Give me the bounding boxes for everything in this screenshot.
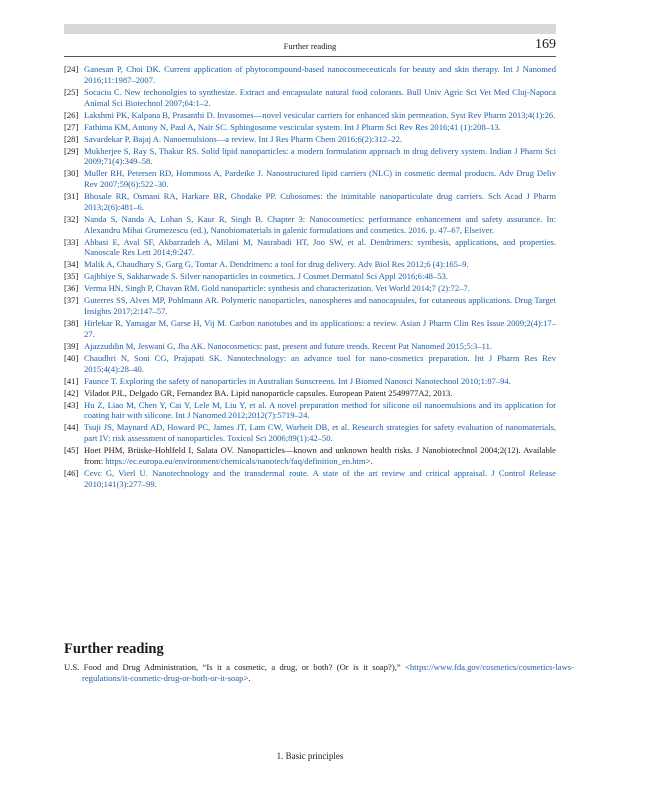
reference-link[interactable]: Malik A, Chaudhary S, Garg G, Tomar A. Dendrimers: a tool for drug delivery. Adv Biol Res 2012;6 (4):165–9. bbox=[84, 259, 469, 270]
reference-item bbox=[64, 122, 556, 133]
reference-link[interactable]: Socaciu C. New techonolgies to synthesize. Extract and encapsulate natural food colorants. Bull Univ Agric Sci Vet Med Cluj-Napoca Animal Sci Biotechnol 2007;64:1–2. bbox=[84, 86, 556, 108]
reference-link[interactable]: Faunce T. Exploring the safety of nanoparticles in Australian Sunscreens. Int J Biomed Nanosci Nanotechnol 2010;1:87–94. bbox=[84, 375, 511, 386]
reference-link[interactable]: Bhosale RR, Osmani RA, Harkare BR, Ghodake PP. Cubosomes: the inimitable nanoparticulate drug carriers. Sch Acad J Pharm 2013;2(6):481–6. bbox=[84, 191, 556, 212]
further-reading-suffix: >. bbox=[243, 673, 251, 683]
reference-link[interactable]: Ajazzuddin M, Jeswani G, Jha AK. Nanocosmetics: past, present and future trends. Recent Pat Nanomed 2015;5:3–11. bbox=[84, 340, 493, 351]
reference-number: [27] bbox=[64, 121, 79, 132]
reference-number: [40] bbox=[64, 352, 79, 363]
reference-link[interactable]: Tsuji JS, Maynard AD, Howard PC, James JT, Lam CW, Warheit DB, et al. Research strategies for safety evaluation of nanomaterials, part IV: risk assessment of nanoparticles. Toxicol Sci 2006;89(1):42–50. bbox=[84, 422, 556, 444]
running-title: Further reading bbox=[283, 41, 337, 51]
reference-number: [39] bbox=[64, 340, 79, 351]
reference-link[interactable]: Cevc G, Vierl U. Nanotechnology and the transdermal route. A state of the art review and critical appraisal. J Control Release 2010;141(3):277–99. bbox=[84, 468, 556, 489]
reference-number: [41] bbox=[64, 375, 79, 386]
reference-suffix: >. bbox=[365, 456, 373, 467]
reference-item bbox=[64, 237, 556, 259]
reference-item bbox=[64, 353, 556, 375]
reference-link[interactable]: Nanda S, Nanda A, Lohan S, Kaur R, Singh B. Chapter 3: Nanocosmetics: performance enhancement and safety assurance. In: Alexandru Mihai Grumezescu (ed.), Nanobiomaterials in galenic formulations and cosmetics. 2016. p. 47–67, Elseiver. bbox=[84, 213, 556, 235]
reference-link[interactable]: Muller RH, Petersen RD, Hommoss A, Pardeike J. Nanostructured lipid carriers (NLC) in cosmetic dermal products. Adv Drug Deliv Rev 2007;59(6):522–30. bbox=[84, 168, 556, 190]
reference-item bbox=[64, 283, 556, 294]
reference-number: [43] bbox=[64, 399, 79, 410]
reference-number: [35] bbox=[64, 271, 79, 282]
header-rule bbox=[64, 56, 556, 57]
reference-number: [25] bbox=[64, 86, 79, 97]
reference-item bbox=[64, 134, 556, 145]
page-number: 169 bbox=[535, 37, 556, 52]
reference-item bbox=[64, 110, 556, 121]
reference-number: [42] bbox=[64, 387, 79, 398]
footer-section: 1. Basic principles bbox=[276, 751, 344, 761]
reference-item bbox=[64, 191, 556, 213]
reference-number: [33] bbox=[64, 236, 79, 247]
reference-link[interactable]: Ganesan P, Choi DK. Current application of phytocompound-based nanocosmeceuticals for beauty and skin therapy. Int J Nanomed 2016;11:1987–2007. bbox=[84, 64, 556, 85]
reference-number: [36] bbox=[64, 283, 79, 294]
further-reading-heading: Further reading bbox=[64, 641, 164, 657]
reference-item bbox=[64, 146, 556, 168]
reference-number: [29] bbox=[64, 145, 79, 156]
reference-text: Viladot PJL, Delgado GR, Fernandez BA. Lipid nanoparticle capsules. European Patent 2549977A2, 2013. bbox=[84, 387, 453, 398]
reference-list bbox=[64, 64, 556, 491]
further-reading-text: U.S. Food and Drug Administration, “Is it a cosmetic, a drug, or both? (Or is it soap?),” < bbox=[64, 662, 410, 672]
reference-item bbox=[64, 271, 556, 282]
reference-item bbox=[64, 87, 556, 109]
reference-item bbox=[64, 168, 556, 190]
reference-link[interactable]: Mukherjee S, Ray S, Thakur RS. Solid lipid nanoparticles: a modern formulation approach in drug delivery system. Indian J Pharm Sci 2009;71(4):349–58. bbox=[84, 145, 556, 167]
reference-number: [32] bbox=[64, 213, 79, 224]
further-reading-link[interactable]: https://www.fda.gov/cosmetics/cosmetics-laws-regulations/it-cosmetic-drug-or-both-or-it-soap bbox=[82, 662, 574, 683]
reference-link[interactable]: Gajbhiye S, Sakharwade S. Silver nanoparticles in cosmetics. J Cosmet Dermatol Sci Appl 2016;6:48–53. bbox=[84, 271, 448, 282]
reference-item bbox=[64, 318, 556, 340]
further-reading-entry bbox=[64, 662, 574, 684]
reference-link[interactable]: Verma HN, Singh P, Chavan RM. Gold nanoparticle: synthesis and characterization. Vet World 2014;7 (2):72–7. bbox=[84, 283, 470, 294]
reference-item bbox=[64, 64, 556, 86]
reference-item bbox=[64, 341, 556, 352]
reference-number: [46] bbox=[64, 468, 79, 479]
reference-item bbox=[64, 376, 556, 387]
reference-link[interactable]: Abbasi E, Aval SF, Akbarzadeh A, Milani M, Nasrabadi HT, Joo SW, et al. Dendrimers: synthesis, applications, and properties. Nanoscale Res Lett 2014;9:247. bbox=[84, 236, 556, 258]
reference-item bbox=[64, 388, 556, 399]
reference-item bbox=[64, 214, 556, 236]
reference-number: [44] bbox=[64, 422, 79, 433]
reference-item bbox=[64, 468, 556, 490]
reference-number: [38] bbox=[64, 318, 79, 329]
reference-link[interactable]: Fathima KM, Antony N, Paul A, Nair SC. Sphingosome vescicular system. Int J Pharm Sci Rev Res 2016;41 (1):208–13. bbox=[84, 121, 501, 132]
reference-link[interactable]: Savardekar P, Bajaj A. Nanoemulsions—a review. Int J Res Pharm Chem 2016;6(2):312–22. bbox=[84, 133, 403, 144]
reference-item bbox=[64, 445, 556, 467]
reference-text: Hoet PHM, Brüske-Hohlfeld I, Salata OV. Nanoparticles—known and unknown health risks. J Nanobiotechnol 2004;2(12). Available from: bbox=[84, 445, 556, 467]
reference-number: [26] bbox=[64, 109, 79, 120]
reference-number: [28] bbox=[64, 133, 79, 144]
reference-item bbox=[64, 400, 556, 422]
reference-item bbox=[64, 295, 556, 317]
reference-number: [45] bbox=[64, 445, 79, 456]
reference-number: [31] bbox=[64, 191, 79, 202]
reference-item bbox=[64, 422, 556, 444]
reference-number: [34] bbox=[64, 259, 79, 270]
reference-number: [24] bbox=[64, 64, 79, 74]
reference-link[interactable]: Chaudhri N, Soni CG, Prajapati SK. Nanotechnology: an advance tool for nano-cosmetics preparation. Int J Pharm Res Rev 2015;4(4):28–40. bbox=[84, 352, 556, 374]
reference-number: [37] bbox=[64, 295, 79, 306]
reference-link[interactable]: https://ec.europa.eu/environment/chemicals/nanotech/faq/definition_en.htm bbox=[105, 456, 366, 467]
reference-item bbox=[64, 259, 556, 270]
header-bar bbox=[64, 24, 556, 34]
reference-link[interactable]: Guterres SS, Alves MP, Pohlmann AR. Polymeric nanoparticles, nanospheres and nanocapsules, for cutaneous applications. Drug Target Insights 2017;2:147–57. bbox=[84, 295, 556, 317]
reference-link[interactable]: Lakshmi PK, Kalpana B, Prasanthi D. Invasomes—novel vesicular carriers for enhanced skin permeation. Syst Rev Pharm 2013;4(1):26. bbox=[84, 109, 556, 120]
reference-number: [30] bbox=[64, 168, 79, 179]
reference-link[interactable]: Hirlekar R, Yamagar M, Garse H, Vij M. Carbon nanotubes and its applications: a review. Asian J Pharm Clin Res Issue 2009;2(4):17–27. bbox=[84, 318, 556, 339]
reference-link[interactable]: Hu Z, Liao M, Chen Y, Cai Y, Lele M, Liu Y, et al. A novel preparation method for silicone oil nanoemulsions and its application for coating hair with silicone. Int J Nanomed 2012;2012(7):5719–24. bbox=[84, 399, 556, 421]
